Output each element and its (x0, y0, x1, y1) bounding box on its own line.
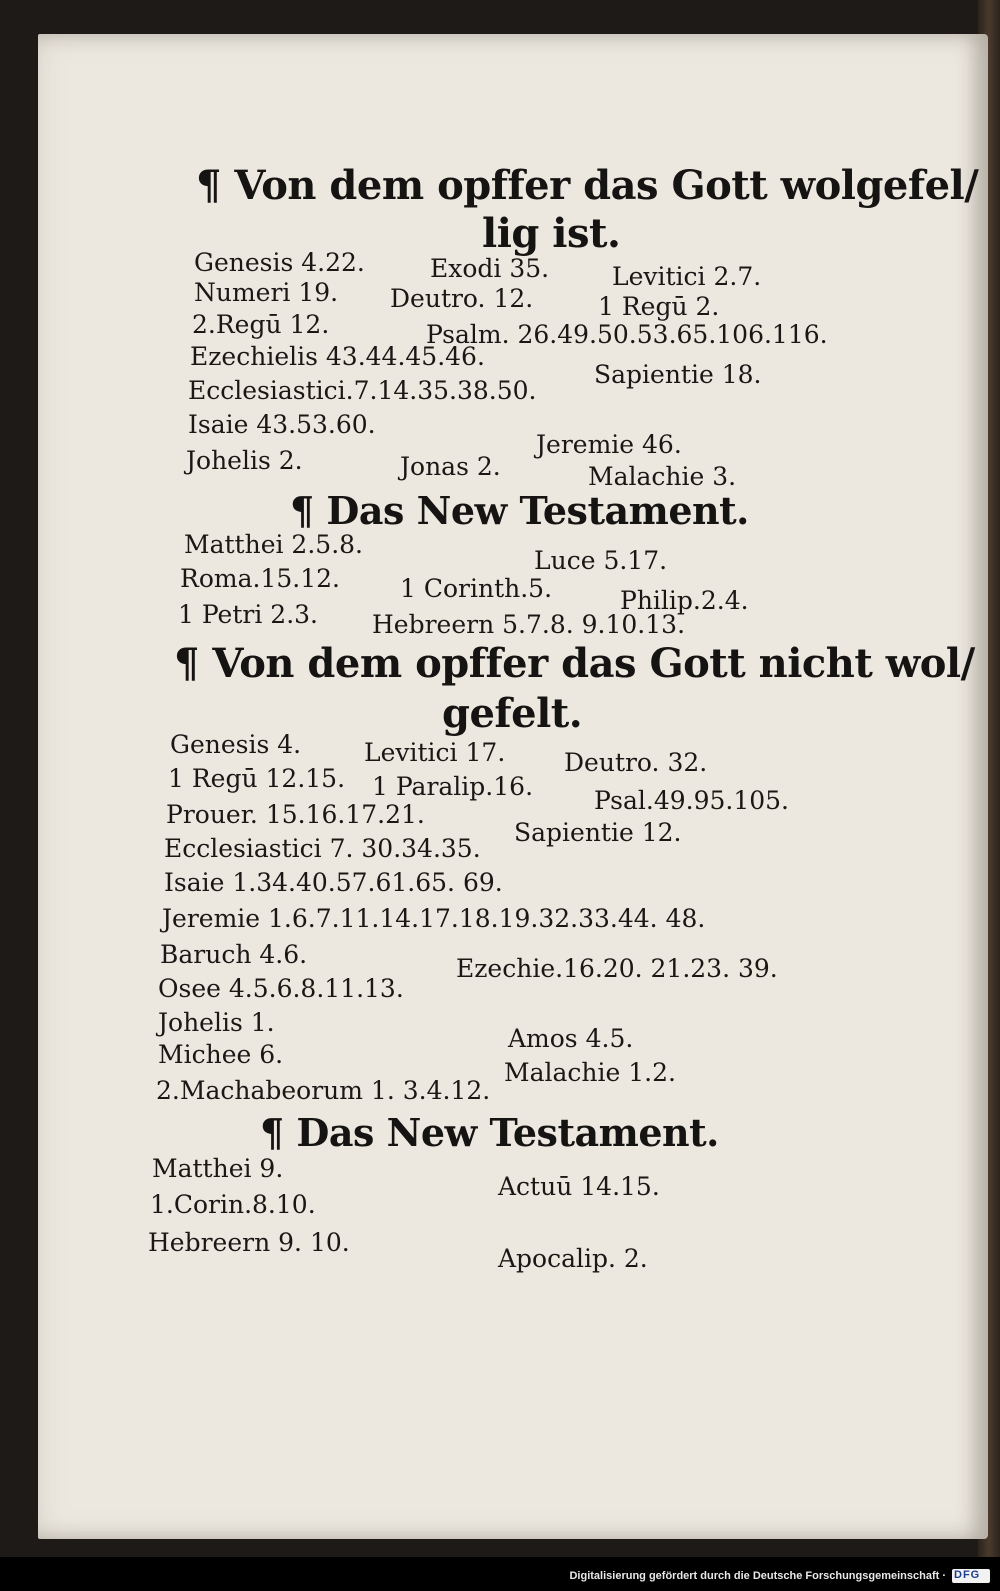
reference: Numeri 19. (194, 278, 339, 307)
reference: Hebreern 5.7.8. 9.10.13. (372, 610, 686, 639)
section-heading: ¶ Von dem opffer das Gott nicht wol/ (174, 640, 975, 687)
reference: Jeremie 1.6.7.11.14.17.18.19.32.33.44. 48. (162, 904, 706, 933)
reference: Exodi 35. (430, 254, 550, 283)
reference: Amos 4.5. (508, 1024, 634, 1053)
reference: Osee 4.5.6.8.11.13. (158, 974, 404, 1003)
reference: Apocalip. 2. (498, 1244, 648, 1273)
reference: 1 Regū 2. (598, 292, 720, 321)
reference: Hebreern 9. 10. (148, 1228, 350, 1257)
reference: Ecclesiastici.7.14.35.38.50. (188, 376, 537, 405)
reference: Matthei 2.5.8. (184, 530, 363, 559)
reference: 1 Petri 2.3. (178, 600, 318, 629)
reference: Sapientie 18. (594, 360, 762, 389)
reference: Psalm. 26.49.50.53.65.106.116. (426, 320, 828, 349)
reference: Ezechielis 43.44.45.46. (190, 342, 485, 371)
section-heading-cont: lig ist. (482, 210, 621, 257)
reference: Jeremie 46. (536, 430, 682, 459)
reference: Malachie 3. (588, 462, 737, 491)
reference: Actuū 14.15. (498, 1172, 660, 1201)
reference: Johelis 1. (158, 1008, 275, 1037)
reference: Deutro. 32. (564, 748, 708, 777)
section-heading-cont: gefelt. (442, 690, 583, 737)
reference: Johelis 2. (186, 446, 303, 475)
reference: Michee 6. (158, 1040, 284, 1069)
reference: Ezechie.16.20. 21.23. 39. (456, 954, 778, 983)
reference: Prouer. 15.16.17.21. (166, 800, 425, 829)
reference: Philip.2.4. (620, 586, 749, 615)
reference: Roma.15.12. (180, 564, 340, 593)
reference: Deutro. 12. (390, 284, 534, 313)
reference: Sapientie 12. (514, 818, 682, 847)
reference: 2.Machabeorum 1. 3.4.12. (156, 1076, 491, 1105)
dfg-logo-text: DFG (954, 1569, 981, 1581)
reference: Baruch 4.6. (160, 940, 308, 969)
book-page (38, 34, 988, 1539)
reference: Psal.49.95.105. (594, 786, 790, 815)
reference: 1.Corin.8.10. (150, 1190, 316, 1219)
reference: 2.Regū 12. (192, 310, 330, 339)
reference: 1 Regū 12.15. (168, 764, 346, 793)
section-heading: ¶ Das New Testament. (290, 488, 749, 533)
reference: Isaie 1.34.40.57.61.65. 69. (164, 868, 503, 897)
reference: Genesis 4. (170, 730, 302, 759)
reference: Jonas 2. (400, 452, 501, 481)
reference: 1 Paralip.16. (372, 772, 534, 801)
reference: Levitici 2.7. (612, 262, 762, 291)
footer-bar (0, 1557, 1000, 1591)
page-text (38, 34, 988, 1539)
reference: Ecclesiastici 7. 30.34.35. (164, 834, 481, 863)
reference: Isaie 43.53.60. (188, 410, 376, 439)
reference: Genesis 4.22. (194, 248, 365, 277)
reference: Levitici 17. (364, 738, 506, 767)
section-heading: ¶ Von dem opffer das Gott wolgefel/ (196, 162, 979, 209)
dfg-logo (952, 1569, 990, 1583)
reference: 1 Corinth.5. (400, 574, 553, 603)
section-heading: ¶ Das New Testament. (260, 1110, 719, 1155)
reference: Luce 5.17. (534, 546, 668, 575)
footer-credit: Digitalisierung gefördert durch die Deutsche Forschungsgemeinschaft · (569, 1570, 946, 1582)
reference: Malachie 1.2. (504, 1058, 676, 1087)
reference: Matthei 9. (152, 1154, 284, 1183)
